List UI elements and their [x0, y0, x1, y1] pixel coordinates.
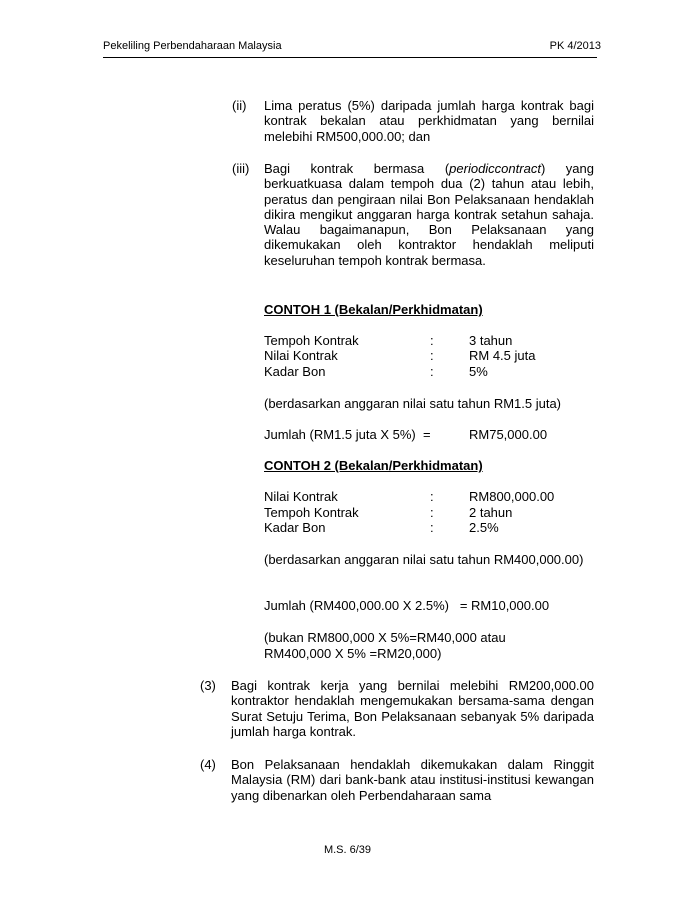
example1-note: (berdasarkan anggaran nilai satu tahun RM1.5 juta)	[264, 396, 562, 411]
example1-row-value: RM 4.5 juta	[469, 348, 536, 363]
example2-row-label: Kadar Bon	[264, 520, 326, 535]
example1-total-label: Jumlah (RM1.5 juta X 5%) =	[264, 427, 431, 442]
item-iii-label: (iii)	[232, 161, 250, 176]
example1-row-sep: :	[430, 364, 434, 379]
example2-row-value: 2.5%	[469, 520, 499, 535]
example2-row-sep: :	[430, 520, 434, 535]
example2-bukan-line1: (bukan RM800,000 X 5%=RM40,000 atau	[264, 630, 506, 645]
header-divider	[103, 57, 597, 58]
example2-row-label: Tempoh Kontrak	[264, 505, 359, 520]
header-title: Pekeliling Perbendaharaan Malaysia	[103, 40, 282, 52]
example2-row-label: Nilai Kontrak	[264, 489, 338, 504]
example1-row-sep: :	[430, 333, 434, 348]
item-iii-text-before: Bagi kontrak bermasa (	[264, 161, 450, 176]
example2-row-value: RM800,000.00	[469, 489, 555, 504]
example1-title: CONTOH 1 (Bekalan/Perkhidmatan)	[264, 302, 483, 317]
example1-row-label: Tempoh Kontrak	[264, 333, 359, 348]
example1-row-label: Nilai Kontrak	[264, 348, 338, 363]
example2-title: CONTOH 2 (Bekalan/Perkhidmatan)	[264, 458, 483, 473]
item-iii-text	[264, 161, 594, 268]
item-iii-text-italic: periodiccontract	[449, 161, 541, 176]
item-ii-label: (ii)	[232, 98, 247, 113]
para3-text: Bagi kontrak kerja yang bernilai melebihi RM200,000.00 kontraktor hendaklah mengemukakan bersama-sama dengan Surat Setuju Terima, Bon Pelaksanaan sebanyak 5% daripada jumlah harga kontrak.	[231, 678, 594, 739]
example2-bukan-line2: RM400,000 X 5% =RM20,000)	[264, 646, 442, 661]
header-reference: PK 4/2013	[549, 40, 601, 52]
item-iii-text-after: ) yang berkuatkuasa dalam tempoh dua (2) tahun atau lebih, peratus dan pengiraan nilai Bon Pelaksanaan hendaklah dikira mengikut anggaran harga kontrak setahun sahaja. Walau bagaimanapun, Bon Pelaksanaan yang dikemukakan oleh kontraktor hendaklah meliputi keseluruhan tempoh kontrak bermasa.	[264, 161, 594, 268]
para4-text: Bon Pelaksanaan hendaklah dikemukakan dalam Ringgit Malaysia (RM) dari bank-bank atau institusi-institusi kewangan yang dibenarkan oleh Perbendaharaan sama	[231, 757, 594, 803]
para3-label: (3)	[200, 678, 216, 693]
example1-row-label: Kadar Bon	[264, 364, 326, 379]
example2-total: Jumlah (RM400,000.00 X 2.5%) = RM10,000.00	[264, 598, 550, 613]
para4-label: (4)	[200, 757, 216, 772]
example2-row-sep: :	[430, 489, 434, 504]
example2-row-sep: :	[430, 505, 434, 520]
item-ii-text: Lima peratus (5%) daripada jumlah harga kontrak bagi kontrak bekalan atau perkhidmatan yang bernilai melebihi RM500,000.00; dan	[264, 98, 594, 144]
page-number: M.S. 6/39	[323, 844, 372, 856]
example1-row-value: 5%	[469, 364, 488, 379]
example1-row-value: 3 tahun	[469, 333, 513, 348]
example1-row-sep: :	[430, 348, 434, 363]
example2-row-value: 2 tahun	[469, 505, 513, 520]
example2-note: (berdasarkan anggaran nilai satu tahun RM400,000.00)	[264, 552, 584, 567]
example1-total-value: RM75,000.00	[469, 427, 548, 442]
